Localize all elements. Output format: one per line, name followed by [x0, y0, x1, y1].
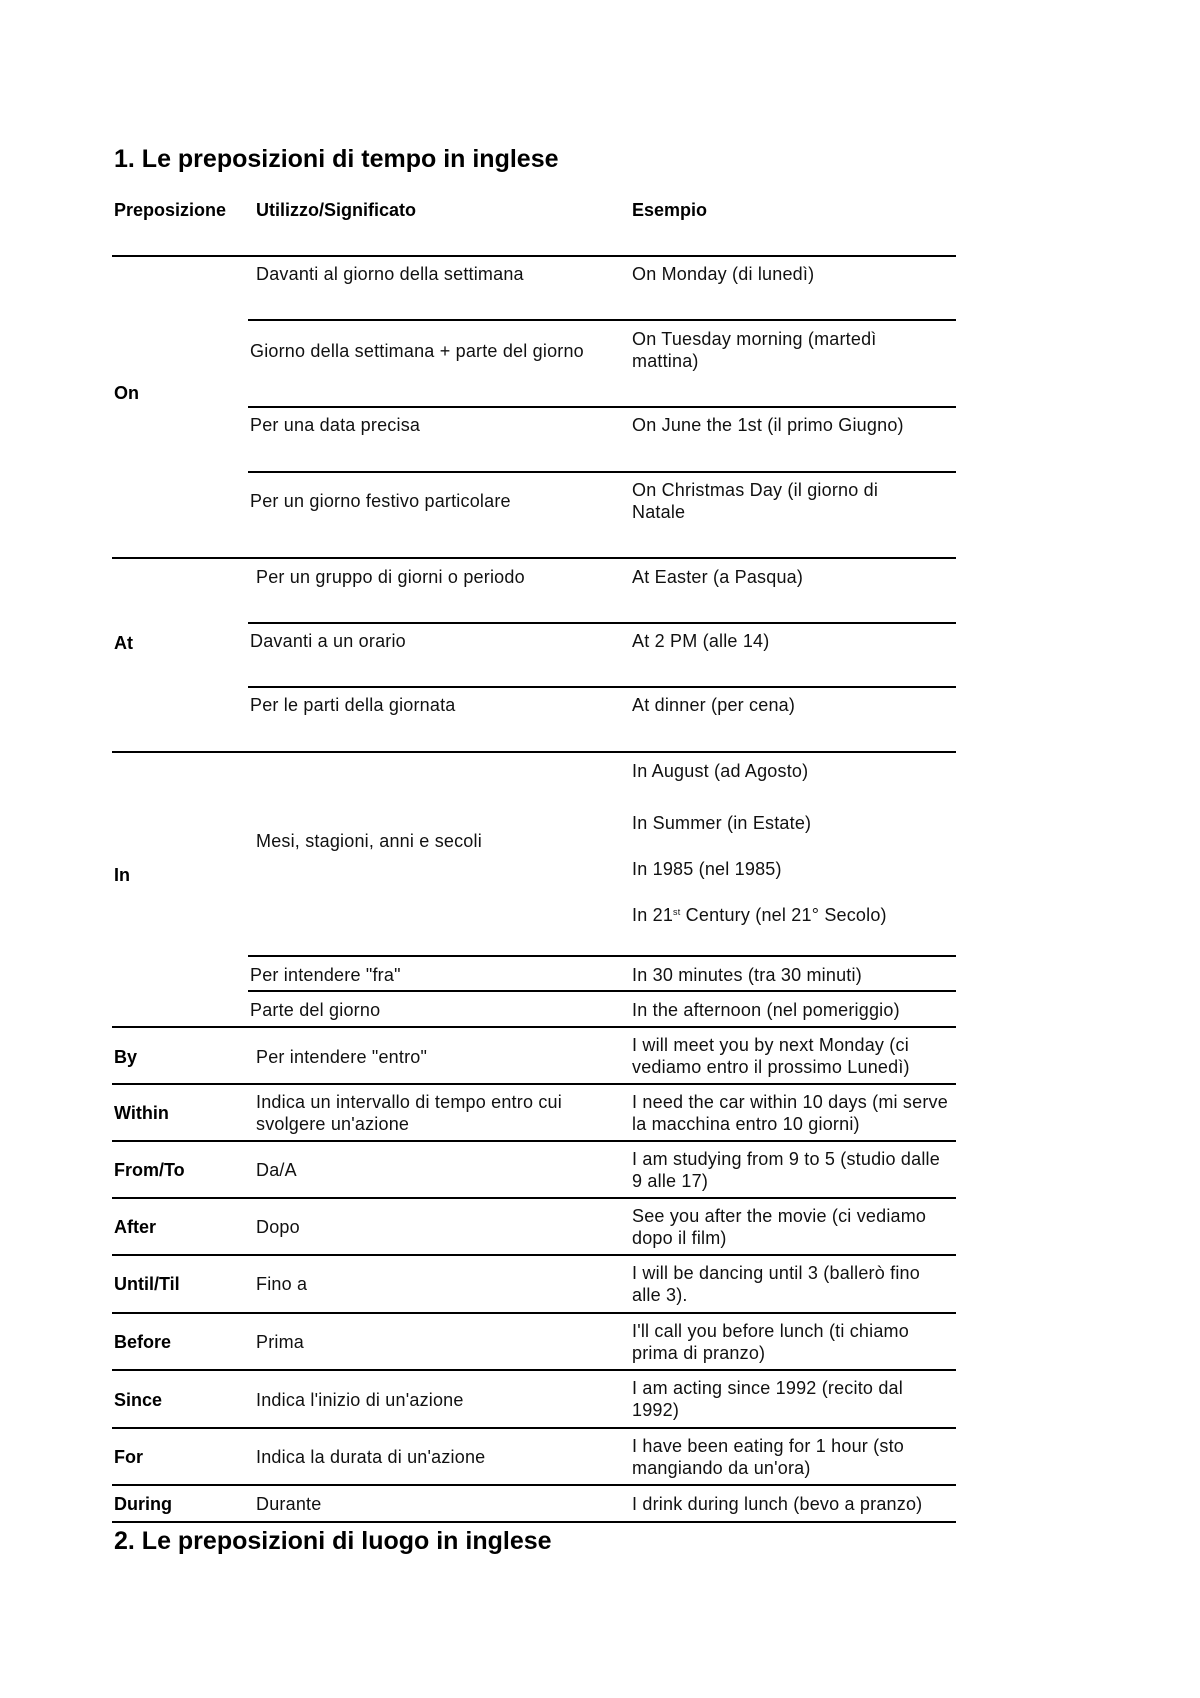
table-rule	[248, 955, 956, 957]
example-cell: In August (ad Agosto)	[632, 761, 809, 781]
table-rule	[112, 1484, 956, 1486]
example-cell: I am acting since 1992 (recito dal 1992)	[632, 1378, 903, 1420]
example-cell: I have been eating for 1 hour (sto mangiando da un'ora)	[632, 1436, 904, 1478]
meaning-cell: Fino a	[256, 1274, 308, 1294]
table-rule	[112, 1140, 956, 1142]
meaning-cell: Davanti a un orario	[250, 631, 406, 651]
preposition-cell: After	[114, 1217, 157, 1237]
preposition-cell: In	[114, 865, 130, 885]
meaning-cell: Durante	[256, 1494, 322, 1514]
example-cell: I drink during lunch (bevo a pranzo)	[632, 1494, 923, 1514]
meaning-cell: Per un giorno festivo particolare	[250, 491, 511, 511]
table-rule	[112, 1521, 956, 1523]
example-cell: I need the car within 10 days (mi serve la macchina entro 10 giorni)	[632, 1092, 948, 1134]
example-cell: See you after the movie (ci vediamo dopo il film)	[632, 1206, 927, 1248]
preposition-cell: Since	[114, 1390, 163, 1410]
table-rule	[112, 557, 956, 559]
example-cell: In 30 minutes (tra 30 minuti)	[632, 965, 862, 985]
meaning-cell: Mesi, stagioni, anni e secoli	[256, 831, 482, 851]
meaning-cell: Indica l'inizio di un'azione	[256, 1390, 464, 1410]
column-header-meaning: Utilizzo/Significato	[256, 200, 416, 220]
table-rule	[112, 1254, 956, 1256]
example-cell: In Summer (in Estate)	[632, 813, 812, 833]
preposition-cell: Before	[114, 1332, 172, 1352]
century-text: In 21	[632, 905, 674, 925]
preposition-cell: From/To	[114, 1160, 185, 1180]
example-cell	[632, 904, 952, 926]
table-rule	[112, 1312, 956, 1314]
preposition-cell: For	[114, 1447, 143, 1467]
meaning-cell: Per intendere "entro"	[256, 1047, 428, 1067]
preposition-cell: By	[114, 1047, 138, 1067]
meaning-cell: Per le parti della giornata	[250, 695, 456, 715]
table-rule	[112, 255, 956, 257]
example-cell: On June the 1st (il primo Giugno)	[632, 415, 904, 435]
preposition-cell: At	[114, 633, 133, 653]
table-rule	[112, 751, 956, 753]
example-cell: I will meet you by next Monday (ci vediamo entro il prossimo Lunedì)	[632, 1035, 910, 1077]
example-cell: I will be dancing until 3 (ballerò fino alle 3).	[632, 1263, 920, 1305]
table-rule	[112, 1197, 956, 1199]
century-text: Century (nel 21° Secolo)	[680, 905, 887, 925]
meaning-cell: Per intendere "fra"	[250, 965, 401, 985]
example-cell: At 2 PM (alle 14)	[632, 631, 770, 651]
meaning-cell: Per una data precisa	[250, 415, 421, 435]
meaning-cell: Parte del giorno	[250, 1000, 381, 1020]
example-cell: In 1985 (nel 1985)	[632, 859, 782, 879]
table-rule	[112, 1369, 956, 1371]
meaning-cell: Dopo	[256, 1217, 300, 1237]
table-rule	[248, 406, 956, 408]
example-cell: In the afternoon (nel pomeriggio)	[632, 1000, 900, 1020]
preposition-cell: During	[114, 1494, 172, 1514]
meaning-cell: Davanti al giorno della settimana	[256, 264, 524, 284]
preposition-cell: Within	[114, 1103, 169, 1123]
example-cell: At dinner (per cena)	[632, 695, 796, 715]
example-cell: At Easter (a Pasqua)	[632, 567, 804, 587]
preposition-cell: Until/Til	[114, 1274, 180, 1294]
ordinal-superscript: st	[673, 907, 681, 917]
table-rule	[112, 1427, 956, 1429]
meaning-cell: Da/A	[256, 1160, 297, 1180]
meaning-cell: Giorno della settimana + parte del giorno	[250, 341, 584, 361]
table-rule	[248, 319, 956, 321]
column-header-preposition: Preposizione	[114, 200, 227, 220]
table-rule	[248, 622, 956, 624]
section-1-title: 1. Le preposizioni di tempo in inglese	[114, 145, 559, 173]
meaning-cell: Prima	[256, 1332, 305, 1352]
example-cell: On Christmas Day (il giorno di Natale	[632, 480, 879, 522]
example-cell: On Monday (di lunedì)	[632, 264, 815, 284]
example-cell: On Tuesday morning (martedì mattina)	[632, 329, 877, 371]
example-cell: I'll call you before lunch (ti chiamo prima di pranzo)	[632, 1321, 909, 1363]
table-rule	[248, 990, 956, 992]
section-2-title: 2. Le preposizioni di luogo in inglese	[114, 1527, 552, 1555]
meaning-cell: Indica la durata di un'azione	[256, 1447, 486, 1467]
column-header-example: Esempio	[632, 200, 708, 220]
meaning-cell: Per un gruppo di giorni o periodo	[256, 567, 525, 587]
meaning-cell: Indica un intervallo di tempo entro cui svolgere un'azione	[256, 1092, 562, 1134]
table-rule	[248, 686, 956, 688]
table-rule	[112, 1083, 956, 1085]
preposition-cell: On	[114, 383, 139, 403]
table-rule	[248, 471, 956, 473]
example-cell: I am studying from 9 to 5 (studio dalle 9 alle 17)	[632, 1149, 940, 1191]
table-rule	[112, 1026, 956, 1028]
